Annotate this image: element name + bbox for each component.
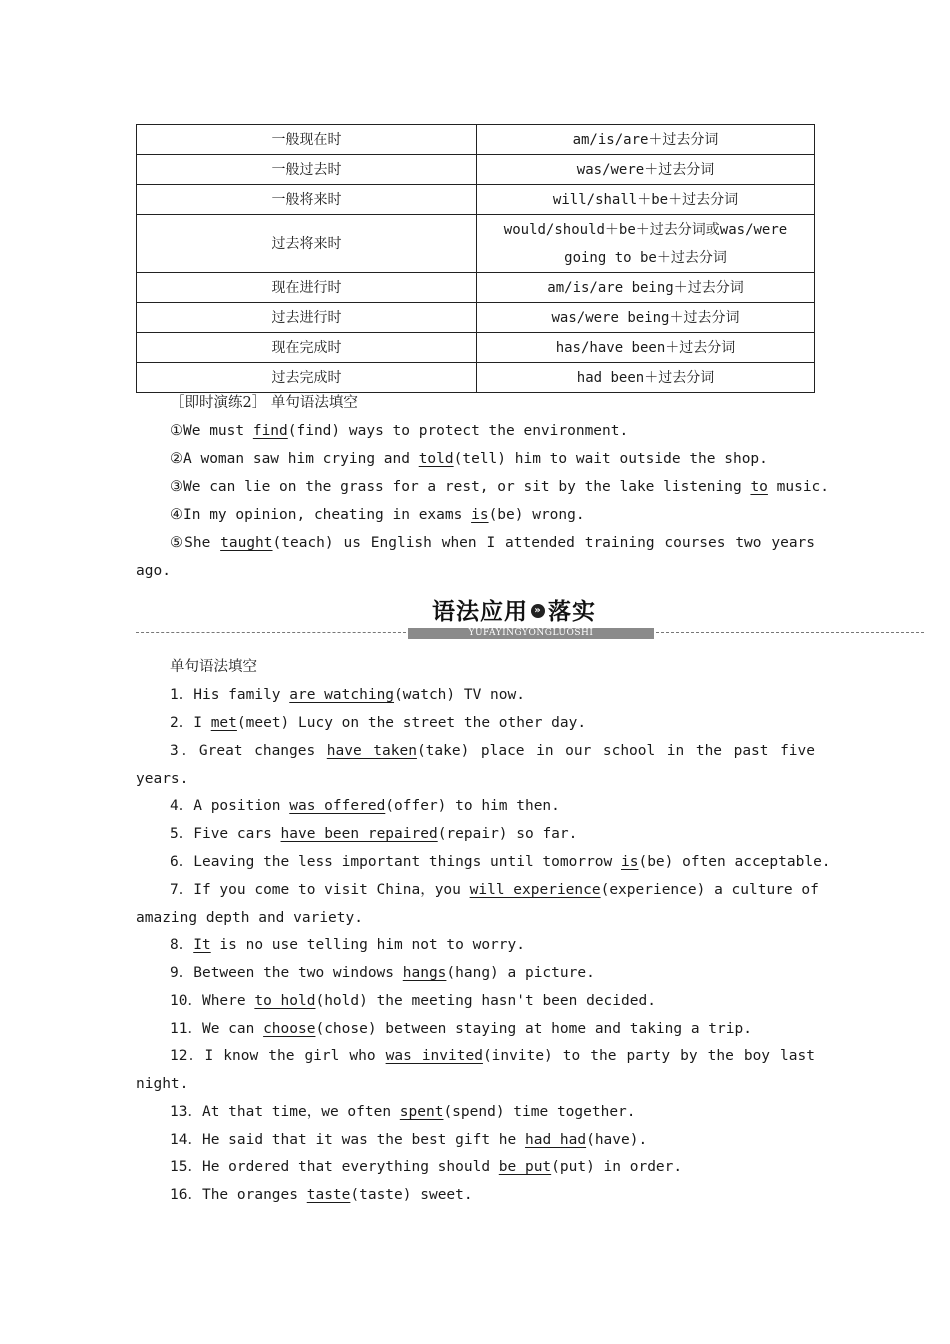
item-text: He said that it was the best gift he: [201, 1132, 525, 1148]
drill-item: [136, 473, 830, 501]
item-text: (repair) so far.: [437, 826, 578, 842]
exercise-item: [136, 848, 831, 876]
section-banner-title: 语法应用 » 落实: [432, 599, 596, 625]
item-number: 9．: [170, 965, 194, 981]
answer-blank: to hold: [254, 993, 316, 1009]
item-continuation: ago.: [136, 563, 171, 579]
table-row: [137, 363, 815, 393]
tense-cell: 过去进行时: [137, 303, 477, 333]
item-text: (be) wrong.: [488, 507, 585, 523]
exercise-item: [136, 959, 815, 987]
form-cell: [477, 215, 815, 273]
exercise-item: [136, 820, 815, 848]
item-number: 6．: [170, 854, 194, 870]
table-row: [137, 333, 815, 363]
section-banner-subtitle: YUFAYINGYONGLUOSHI: [408, 628, 654, 639]
table-row: [137, 303, 815, 333]
drill-item: [136, 417, 815, 445]
item-text: A position: [193, 798, 290, 814]
item-text: Leaving the less important things until tomorrow: [193, 854, 621, 870]
item-text: (hang) a picture.: [446, 965, 595, 981]
item-text: (be) often acceptable.: [638, 854, 831, 870]
item-text: (teach) us English when I attended training courses two years: [272, 535, 816, 551]
item-text: (spend) time together.: [443, 1104, 636, 1120]
item-number: 2．: [170, 715, 194, 731]
drill-item: [136, 529, 815, 557]
answer-blank: be put: [498, 1159, 552, 1175]
drill-heading: ［即时演练2］ 单句语法填空: [170, 395, 358, 411]
tense-cell: 一般过去时: [137, 155, 477, 185]
exercise-heading: 单句语法填空: [170, 659, 257, 675]
answer-blank: have taken: [326, 743, 417, 759]
exercise-item: [136, 1098, 815, 1126]
item-number: 7．: [170, 882, 194, 898]
item-continuation: years.: [136, 771, 189, 787]
item-text: He ordered that everything should: [201, 1159, 499, 1175]
item-text: Five cars: [193, 826, 281, 842]
item-text: (have).: [586, 1132, 648, 1148]
item-text: We can: [201, 1021, 264, 1037]
table-row: [137, 215, 815, 273]
form-cell: will/shall＋be＋过去分词: [477, 185, 815, 215]
answer-blank: met: [210, 715, 237, 731]
item-text: (hold) the meeting hasn't been decided.: [315, 993, 656, 1009]
exercise-item: [136, 931, 815, 959]
answer-blank: was offered: [289, 798, 386, 814]
item-number: ①: [170, 423, 183, 439]
tense-cell: 一般将来时: [137, 185, 477, 215]
item-text: If you come to visit China，you: [193, 882, 470, 898]
item-text: (taste) sweet.: [350, 1187, 473, 1203]
item-text: I know the girl who: [204, 1048, 386, 1064]
item-number: 5．: [170, 826, 194, 842]
answer-blank: told: [418, 451, 454, 467]
exercise-item: [136, 681, 815, 709]
item-text: We can lie on the grass for a rest, or sit by the lake listening: [183, 479, 751, 495]
item-number: 10．: [170, 993, 202, 1009]
form-line: would/should＋be＋过去分词或was/were: [503, 221, 788, 238]
item-text: (offer) to him then.: [385, 798, 560, 814]
item-text: Great changes: [198, 743, 327, 759]
item-number: 3．: [170, 743, 199, 759]
exercise-item: [136, 737, 815, 765]
answer-blank: had had: [524, 1132, 587, 1148]
answer-blank: taste: [306, 1187, 351, 1203]
item-text: Where: [201, 993, 255, 1009]
tense-cell: 现在进行时: [137, 273, 477, 303]
answer-blank: is: [621, 854, 639, 870]
tense-cell: 过去完成时: [137, 363, 477, 393]
item-text: (tell) him to wait outside the shop.: [453, 451, 768, 467]
item-text: (take) place in our school in the past five: [416, 743, 815, 759]
form-cell: am/is/are being＋过去分词: [477, 273, 815, 303]
item-text: The oranges: [201, 1187, 307, 1203]
form-cell: has/have been＋过去分词: [477, 333, 815, 363]
item-text: (put) in order.: [551, 1159, 683, 1175]
exercise-item: [136, 1153, 815, 1181]
item-text: A woman saw him crying and: [183, 451, 419, 467]
exercise-item: [136, 1126, 815, 1154]
answer-blank: spent: [399, 1104, 444, 1120]
table-row: [137, 125, 815, 155]
banner-rule-left: [136, 632, 406, 633]
exercise-item: [136, 1015, 815, 1043]
answer-blank: will experience: [469, 882, 601, 898]
item-text: In my opinion, cheating in exams: [183, 507, 472, 523]
item-text: (find) ways to protect the environment.: [287, 423, 629, 439]
item-number: ②: [170, 451, 183, 467]
item-text: (invite) to the party by the boy last: [482, 1048, 815, 1064]
tense-cell: 一般现在时: [137, 125, 477, 155]
tense-cell: 现在完成时: [137, 333, 477, 363]
drill-item: [136, 501, 815, 529]
item-number: 8．: [170, 937, 194, 953]
item-continuation: amazing depth and variety.: [136, 910, 363, 926]
table-row: [137, 185, 815, 215]
form-cell: am/is/are＋过去分词: [477, 125, 815, 155]
passive-tense-table: [136, 124, 815, 393]
table-row: [137, 273, 815, 303]
tense-cell: 过去将来时: [137, 215, 477, 273]
answer-blank: are watching: [289, 687, 395, 703]
exercise-item: [136, 876, 819, 904]
item-text: His family: [193, 687, 290, 703]
answer-blank: taught: [220, 535, 273, 551]
exercise-item: [136, 987, 815, 1015]
answer-blank: It: [193, 937, 211, 953]
banner-rule-right: [656, 632, 924, 633]
item-text: I: [193, 715, 211, 731]
item-number: 13．: [170, 1104, 202, 1120]
exercise-item: [136, 1042, 815, 1070]
item-number: 16．: [170, 1187, 202, 1203]
answer-blank: choose: [263, 1021, 316, 1037]
item-text: (meet) Lucy on the street the other day.: [236, 715, 587, 731]
item-text: music.: [767, 479, 830, 495]
answer-blank: is: [471, 507, 489, 523]
item-number: 11．: [170, 1021, 202, 1037]
item-number: 1．: [170, 687, 194, 703]
answer-blank: have been repaired: [280, 826, 438, 842]
item-number: ⑤: [170, 535, 185, 551]
item-text: At that time，we often: [201, 1104, 400, 1120]
answer-blank: hangs: [402, 965, 447, 981]
item-text: Between the two windows: [193, 965, 403, 981]
exercise-item: [136, 1181, 815, 1209]
item-text: She: [184, 535, 221, 551]
item-number: 15．: [170, 1159, 202, 1175]
answer-blank: was invited: [385, 1048, 483, 1064]
chevron-right-icon: »: [531, 604, 545, 618]
item-number: 12．: [170, 1048, 205, 1064]
form-cell: was/were being＋过去分词: [477, 303, 815, 333]
table-row: [137, 155, 815, 185]
item-text: is no use telling him not to worry.: [210, 937, 525, 953]
item-number: ④: [170, 507, 183, 523]
exercise-item: [136, 709, 815, 737]
item-continuation: night.: [136, 1076, 189, 1092]
item-number: ③: [170, 479, 183, 495]
item-text: (watch) TV now.: [394, 687, 525, 703]
answer-blank: to: [750, 479, 768, 495]
form-line: going to be＋过去分词: [564, 249, 727, 266]
item-number: 4．: [170, 798, 194, 814]
item-text: We must: [183, 423, 253, 439]
item-text: (chose) between staying at home and taking a trip.: [315, 1021, 752, 1037]
answer-blank: find: [252, 423, 288, 439]
form-cell: had been＋过去分词: [477, 363, 815, 393]
exercise-item: [136, 792, 815, 820]
item-text: (experience) a culture of: [600, 882, 819, 898]
item-number: 14．: [170, 1132, 202, 1148]
form-cell: was/were＋过去分词: [477, 155, 815, 185]
drill-item: [136, 445, 815, 473]
